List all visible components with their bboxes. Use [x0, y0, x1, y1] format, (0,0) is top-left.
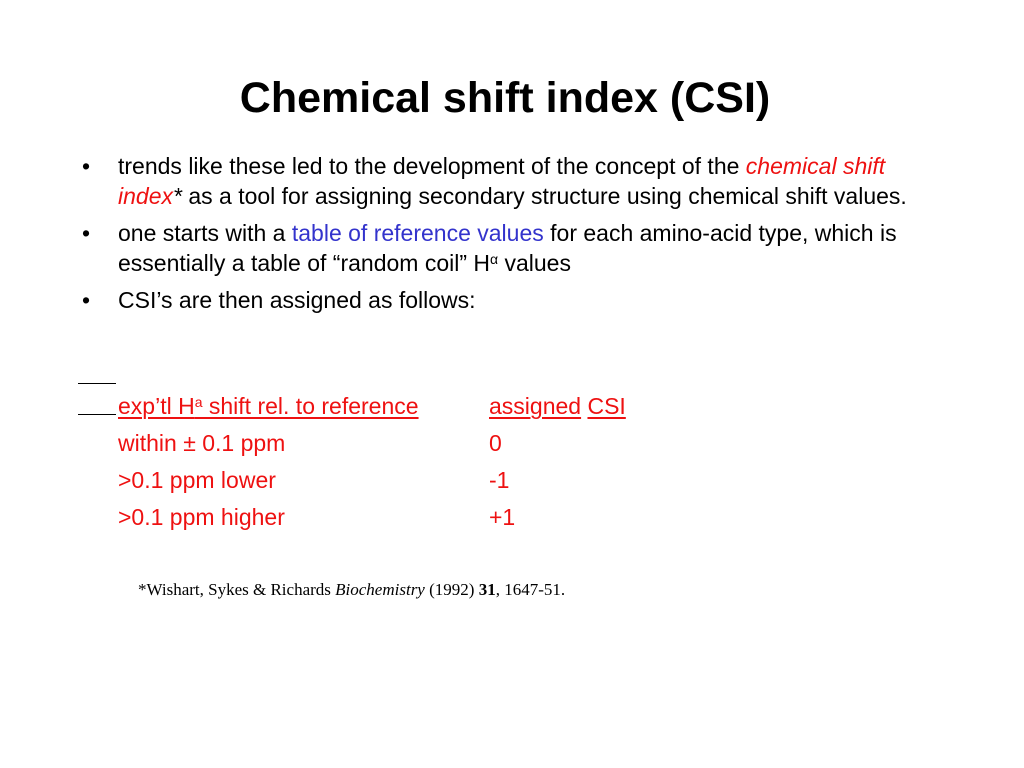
bullet-text: values	[498, 249, 571, 276]
bullet-dot: •	[82, 220, 91, 246]
citation-footnote: *Wishart, Sykes & Richards Biochemistry (1992) 31, 1647-51.	[138, 580, 566, 599]
divider-rule	[78, 361, 118, 391]
bullet-text: one starts with a	[118, 220, 292, 246]
header-csi: assigned CSI	[489, 393, 626, 419]
highlight-reference-values: table of reference values	[291, 220, 544, 246]
bullet-dot: •	[82, 287, 91, 313]
row-csi: -1	[489, 467, 510, 493]
bullet-text: CSI’s are then assigned as follows:	[118, 287, 476, 313]
row-condition: within ± 0.1 ppm	[118, 430, 286, 456]
highlight-chemical-shift-index: chemical shift index	[118, 153, 886, 209]
table-row	[78, 503, 778, 532]
header-condition: exp’tl $H^a$ shift rel. to reference	[118, 393, 419, 419]
alpha-superscript: α	[490, 250, 499, 267]
table-row	[78, 466, 778, 495]
bullet-item	[78, 219, 938, 278]
row-csi: +1	[489, 504, 516, 530]
row-csi: 0	[489, 430, 502, 456]
table-header	[78, 392, 778, 421]
bullet-text: for each amino-acid type, which is essentially a table of “random coil” H	[118, 220, 897, 276]
row-condition: >0.1 ppm higher	[118, 504, 285, 530]
bullet-item	[78, 286, 938, 316]
slide-title: Chemical shift index (CSI)	[239, 74, 771, 122]
divider-rule	[78, 392, 116, 422]
bullet-list	[78, 152, 938, 324]
bullet-dot: •	[82, 153, 91, 179]
footnote-star: *	[172, 182, 182, 209]
bullet-item	[78, 152, 938, 211]
row-condition: >0.1 ppm lower	[118, 467, 276, 493]
journal-name: Biochemistry	[335, 580, 425, 599]
bullet-text: trends like these led to the development of the concept of the	[118, 153, 746, 179]
volume-number: 31	[478, 580, 496, 599]
table-row	[78, 429, 778, 458]
bullet-text: as a tool for assigning secondary structure using chemical shift values.	[181, 182, 907, 209]
